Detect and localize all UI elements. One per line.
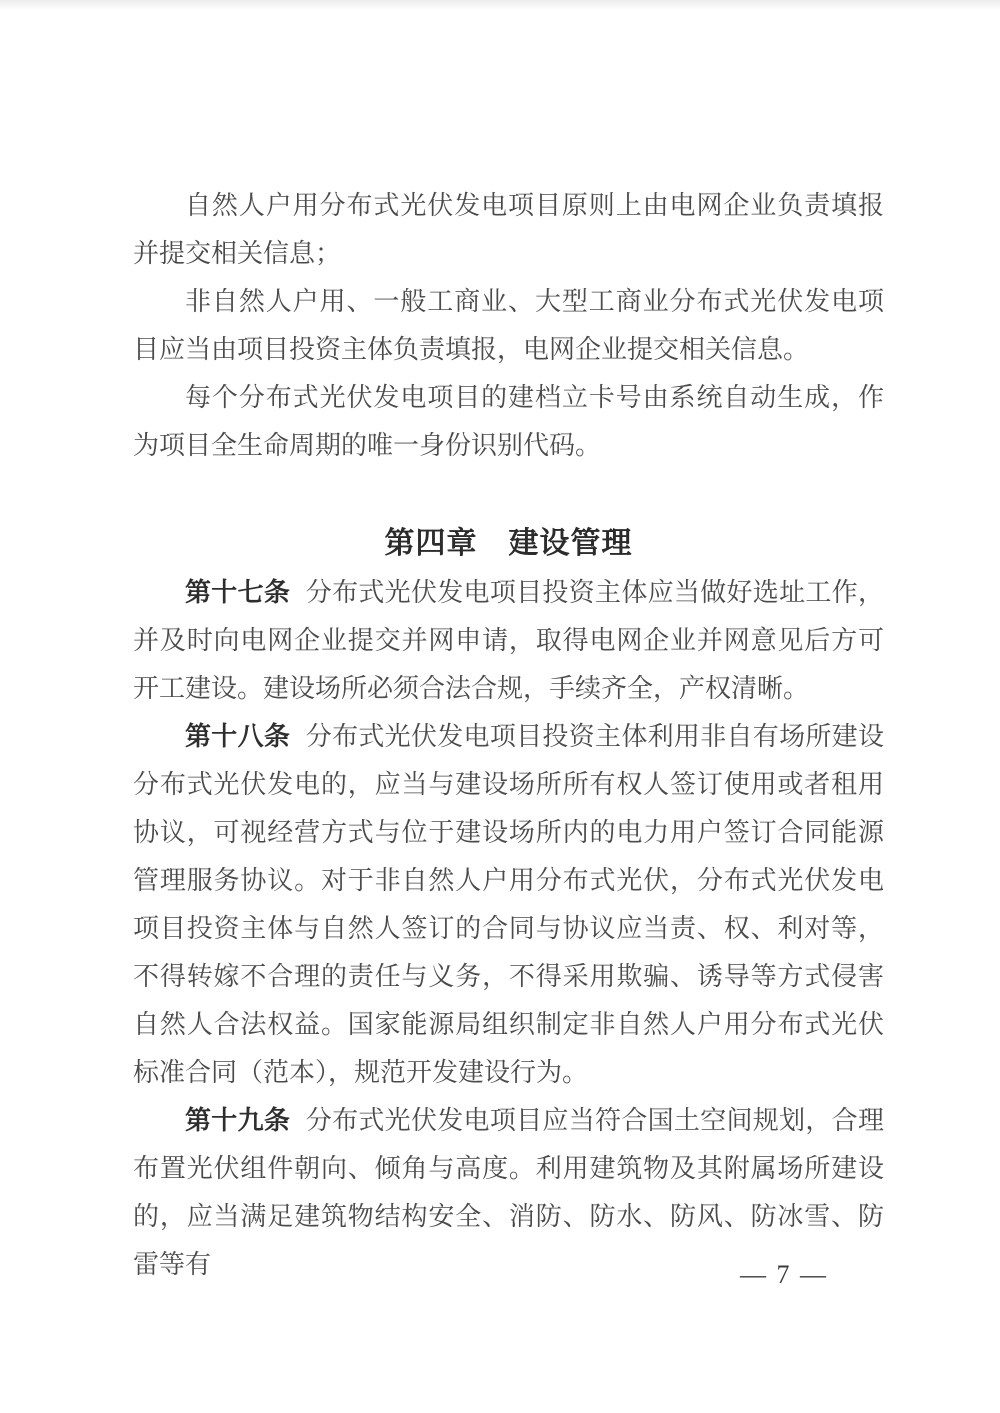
article-17 (133, 569, 884, 713)
article-18 (133, 713, 884, 1097)
article-17-number: 第十七条 (185, 578, 291, 607)
article-19-number: 第十九条 (185, 1106, 291, 1135)
paragraph-project-record-number: 每个分布式光伏发电项目的建档立卡号由系统自动生成，作为项目全生命周期的唯一身份识别代码。 (133, 383, 884, 460)
scan-artifact (0, 0, 1000, 10)
page-number: — 7 — (740, 1260, 828, 1289)
paragraph-non-natural-person-filing: 非自然人户用、一般工商业、大型工商业分布式光伏发电项目应当由项目投资主体负责填报，电网企业提交相关信息。 (133, 287, 884, 364)
document-body (133, 182, 884, 1289)
article-18-text: 分布式光伏发电项目投资主体利用非自有场所建设分布式光伏发电的，应当与建设场所所有权人签订使用或者租用协议，可视经营方式与位于建设场所内的电力用户签订合同能源管理服务协议。对于非自然人户用分布式光伏，分布式光伏发电项目投资主体与自然人签订的合同与协议应当责、权、利对等，不得转嫁不合理的责任与义务，不得采用欺骗、诱导等方式侵害自然人合法权益。国家能源局组织制定非自然人户用分布式光伏标准合同（范本），规范开发建设行为。 (133, 722, 884, 1087)
paragraph-natural-person-filing: 自然人户用分布式光伏发电项目原则上由电网企业负责填报并提交相关信息； (133, 191, 884, 268)
article-19-text: 分布式光伏发电项目应当符合国土空间规划，合理布置光伏组件朝向、倾角与高度。利用建筑物及其附属场所建设的，应当满足建筑物结构安全、消防、防水、防风、防冰雪、防雷等有 (133, 1106, 884, 1279)
chapter-heading: 第四章 建设管理 (384, 527, 633, 560)
article-18-number: 第十八条 (185, 722, 291, 751)
article-17-text: 分布式光伏发电项目投资主体应当做好选址工作，并及时向电网企业提交并网申请，取得电网企业并网意见后方可开工建设。建设场所必须合法合规，手续齐全，产权清晰。 (133, 578, 884, 703)
